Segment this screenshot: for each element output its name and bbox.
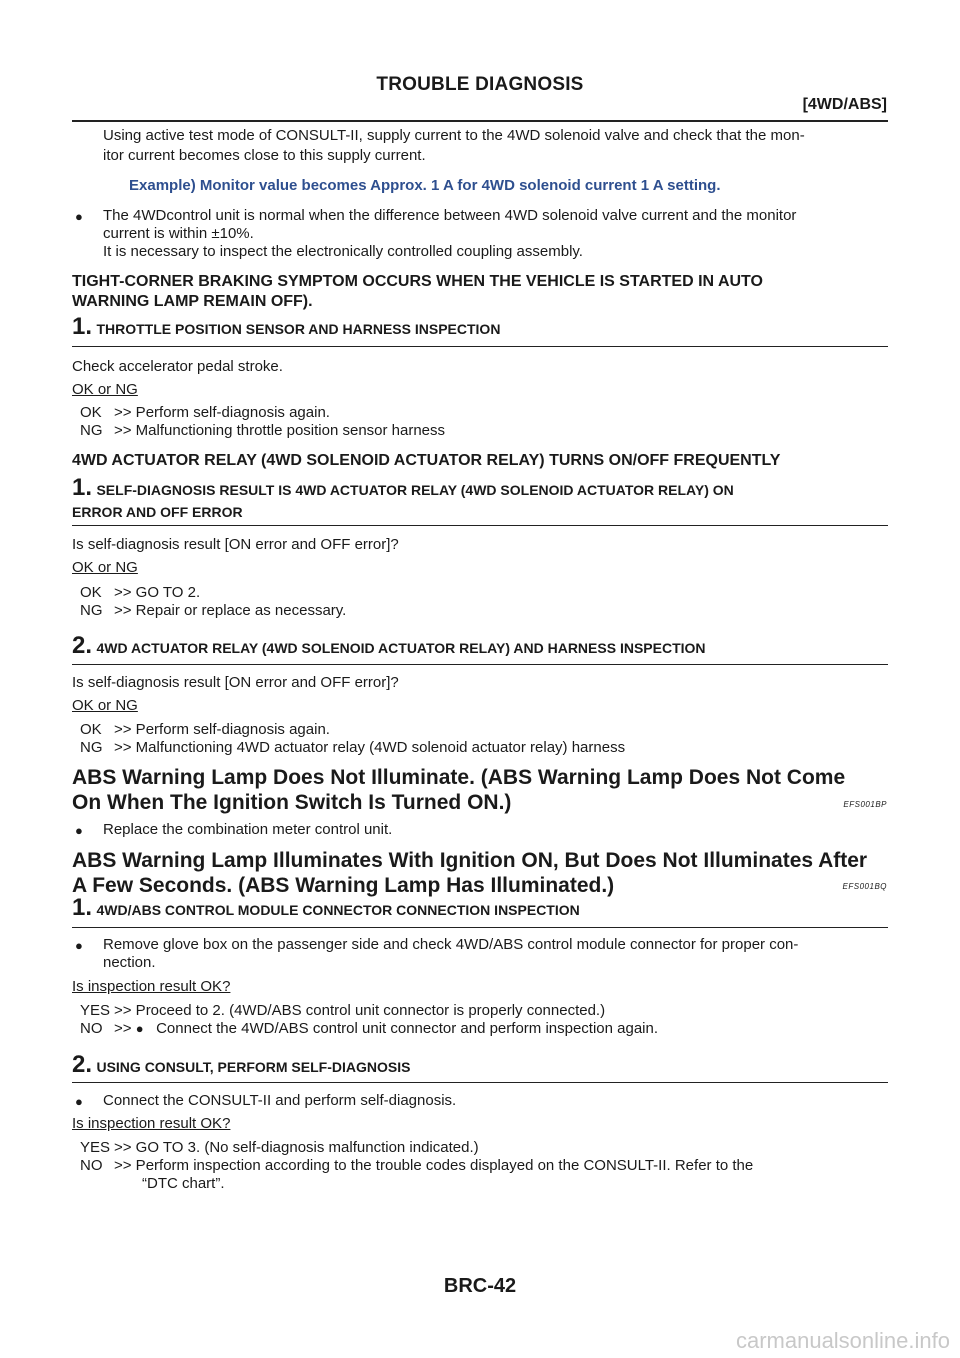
result-key: NG bbox=[80, 422, 103, 439]
tight-okng: OK or NG bbox=[72, 381, 138, 398]
abs2-no-row-2 bbox=[80, 1157, 753, 1175]
intro-line-2: itor current becomes close to this supply current. bbox=[103, 147, 426, 164]
abs2-heading-1: ABS Warning Lamp Illuminates With Ignition ON, But Does Not Illuminates After bbox=[72, 849, 868, 872]
result-value: >> Perform inspection according to the trouble codes displayed on the CONSULT-II. Refer to the bbox=[114, 1157, 754, 1174]
abs2-s1-bullet-1: Remove glove box on the passenger side and check 4WD/ABS control module connector for proper con- bbox=[103, 936, 799, 953]
header-rule bbox=[72, 120, 888, 122]
intro-line-1: Using active test mode of CONSULT-II, supply current to the 4WD solenoid valve and check that the mon- bbox=[103, 127, 805, 144]
step-title: USING CONSULT, PERFORM SELF-DIAGNOSIS bbox=[96, 1059, 411, 1075]
tight-ok-row bbox=[80, 404, 330, 422]
relay-okng-2: OK or NG bbox=[72, 697, 138, 714]
relay-ng-row-2 bbox=[80, 739, 625, 757]
abs2-step-2 bbox=[72, 1051, 410, 1079]
page-number: BRC-42 bbox=[443, 1275, 517, 1297]
relay-ok-row-2 bbox=[80, 721, 330, 739]
relay-ok-row-1 bbox=[80, 584, 200, 602]
step-rule bbox=[72, 1082, 888, 1083]
tight-check: Check accelerator pedal stroke. bbox=[72, 358, 283, 375]
abs2-q2: Is inspection result OK? bbox=[72, 1115, 231, 1132]
bullet-icon: ● bbox=[75, 209, 83, 224]
relay-q1: Is self-diagnosis result [ON error and OFF error]? bbox=[72, 536, 399, 553]
relay-q2: Is self-diagnosis result [ON error and OFF error]? bbox=[72, 674, 399, 691]
step-title: THROTTLE POSITION SENSOR AND HARNESS INSPECTION bbox=[96, 321, 501, 337]
tight-ng-row bbox=[80, 422, 445, 440]
result-key: NG bbox=[80, 602, 103, 619]
step-number: 1. bbox=[72, 313, 93, 340]
step-title: SELF-DIAGNOSIS RESULT IS 4WD ACTUATOR RELAY (4WD SOLENOID ACTUATOR RELAY) ON bbox=[96, 482, 734, 498]
result-value: >> Perform self-diagnosis again. bbox=[114, 721, 330, 738]
relay-okng-1: OK or NG bbox=[72, 559, 138, 576]
result-key: OK bbox=[80, 584, 102, 601]
abs2-s1-bullet-2: nection. bbox=[103, 954, 156, 971]
result-key: NO bbox=[80, 1157, 103, 1174]
abs2-no-row-1 bbox=[80, 1020, 658, 1038]
result-value: >> Repair or replace as necessary. bbox=[114, 602, 347, 619]
step-number: 2. bbox=[72, 632, 93, 659]
relay-ng-row-1 bbox=[80, 602, 346, 620]
step-title: 4WD ACTUATOR RELAY (4WD SOLENOID ACTUATOR RELAY) AND HARNESS INSPECTION bbox=[96, 640, 706, 656]
result-value: >> GO TO 2. bbox=[114, 584, 201, 601]
abs2-yes-row-1 bbox=[80, 1002, 605, 1020]
ref-code: EFS001BQ bbox=[842, 882, 887, 891]
relay-step-1-cont bbox=[72, 504, 243, 522]
abs1-heading-2: On When The Ignition Switch Is Turned ON.) bbox=[72, 791, 512, 814]
result-value: >> Proceed to 2. (4WD/ABS control unit connector is properly connected.) bbox=[114, 1002, 606, 1019]
step-rule bbox=[72, 927, 888, 928]
result-key: OK bbox=[80, 404, 102, 421]
result-value: >> Malfunctioning 4WD actuator relay (4WD solenoid actuator relay) harness bbox=[114, 739, 626, 756]
tight-heading-2: WARNING LAMP REMAIN OFF). bbox=[72, 293, 313, 310]
abs1-bullet: Replace the combination meter control unit. bbox=[103, 821, 393, 838]
relay-heading: 4WD ACTUATOR RELAY (4WD SOLENOID ACTUATOR RELAY) TURNS ON/OFF FREQUENTLY bbox=[72, 452, 781, 469]
abs2-step-1 bbox=[72, 894, 580, 922]
bullet-icon: ● bbox=[75, 1094, 83, 1109]
bullet-icon: ● bbox=[75, 938, 83, 953]
relay-step-2 bbox=[72, 632, 706, 660]
result-key: NG bbox=[80, 739, 103, 756]
result-value: >> GO TO 3. (No self-diagnosis malfunction indicated.) bbox=[114, 1139, 479, 1156]
step-rule bbox=[72, 346, 888, 347]
step-number: 1. bbox=[72, 474, 93, 501]
result-value: Connect the 4WD/ABS control unit connector and perform inspection again. bbox=[156, 1020, 659, 1037]
result-key: YES bbox=[80, 1002, 111, 1019]
step-rule bbox=[72, 525, 888, 526]
abs2-yes-row-2 bbox=[80, 1139, 479, 1157]
abs2-no-row-2-cont: “DTC chart”. bbox=[142, 1175, 225, 1192]
relay-step-1 bbox=[72, 474, 734, 502]
step-number: 1. bbox=[72, 894, 93, 921]
result-key: YES bbox=[80, 1139, 111, 1156]
watermark: carmanualsonline.info bbox=[735, 1328, 950, 1353]
example-note: Example) Monitor value becomes Approx. 1 A for 4WD solenoid current 1 A setting. bbox=[129, 177, 721, 194]
ref-code: EFS001BP bbox=[843, 800, 887, 809]
abs2-heading-2: A Few Seconds. (ABS Warning Lamp Has Illuminated.) bbox=[72, 874, 615, 897]
tight-heading-1: TIGHT-CORNER BRAKING SYMPTOM OCCURS WHEN THE VEHICLE IS STARTED IN AUTO bbox=[72, 273, 763, 290]
bullet-icon: ● bbox=[135, 1021, 144, 1036]
bullet1-line-2: current is within ±10%. bbox=[103, 225, 254, 242]
step-title-cont: ERROR AND OFF ERROR bbox=[72, 504, 243, 520]
bullet1-line-1: The 4WDcontrol unit is normal when the difference between 4WD solenoid valve current and the monitor bbox=[103, 207, 797, 224]
result-key: OK bbox=[80, 721, 102, 738]
step-number: 2. bbox=[72, 1051, 93, 1078]
result-value: >> Malfunctioning throttle position sensor harness bbox=[114, 422, 446, 439]
result-value: >> Perform self-diagnosis again. bbox=[114, 404, 330, 421]
result-key: NO bbox=[80, 1020, 103, 1037]
step-rule bbox=[72, 664, 888, 665]
abs2-s2-bullet: Connect the CONSULT-II and perform self-diagnosis. bbox=[103, 1092, 457, 1109]
abs1-heading-1: ABS Warning Lamp Does Not Illuminate. (ABS Warning Lamp Does Not Come bbox=[72, 766, 846, 789]
section-tag: [4WD/ABS] bbox=[802, 96, 887, 113]
abs2-q1: Is inspection result OK? bbox=[72, 978, 231, 995]
bullet-icon: ● bbox=[75, 823, 83, 838]
page-title: TROUBLE DIAGNOSIS bbox=[376, 74, 584, 95]
tight-step-1 bbox=[72, 313, 500, 341]
step-title: 4WD/ABS CONTROL MODULE CONNECTOR CONNECTION INSPECTION bbox=[96, 902, 580, 918]
result-arrow: >> bbox=[114, 1020, 132, 1037]
bullet1-line-3: It is necessary to inspect the electronically controlled coupling assembly. bbox=[103, 243, 583, 260]
